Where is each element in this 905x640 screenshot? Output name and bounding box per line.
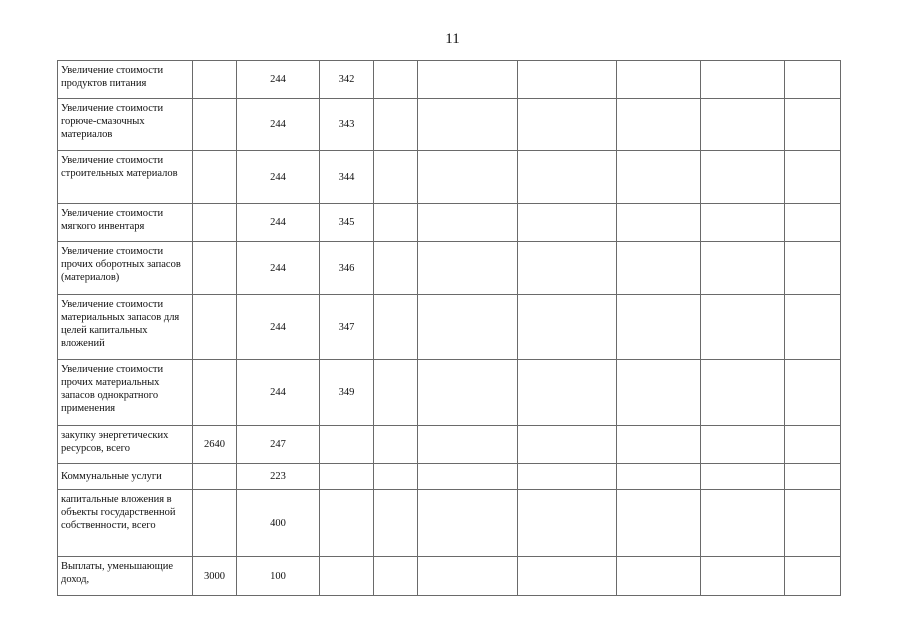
row-code-cell [193, 490, 237, 557]
empty-cell [418, 99, 518, 151]
empty-cell [374, 151, 418, 204]
empty-cell [374, 204, 418, 242]
empty-cell [518, 464, 617, 490]
empty-cell [701, 490, 785, 557]
table-row [58, 295, 841, 360]
row-name-cell: закупку энергетических ресурсов, всего [58, 426, 193, 464]
row-code-cell [193, 464, 237, 490]
row-kosgu-cell [320, 464, 374, 490]
empty-cell [617, 464, 701, 490]
empty-cell [785, 490, 841, 557]
budget-table [57, 60, 841, 596]
row-kosgu-cell: 345 [320, 204, 374, 242]
row-name-cell: Выплаты, уменьшающие доход, [58, 557, 193, 596]
row-code-cell [193, 295, 237, 360]
empty-cell [518, 204, 617, 242]
table-row [58, 464, 841, 490]
empty-cell [701, 464, 785, 490]
empty-cell [518, 557, 617, 596]
empty-cell [418, 426, 518, 464]
empty-cell [617, 490, 701, 557]
row-kvr-cell: 244 [237, 61, 320, 99]
row-name-cell: Увеличение стоимости горюче-смазочных материалов [58, 99, 193, 151]
empty-cell [518, 426, 617, 464]
empty-cell [518, 360, 617, 426]
empty-cell [374, 557, 418, 596]
empty-cell [785, 99, 841, 151]
empty-cell [785, 557, 841, 596]
row-kosgu-cell: 342 [320, 61, 374, 99]
empty-cell [374, 99, 418, 151]
empty-cell [617, 151, 701, 204]
table-row [58, 151, 841, 204]
row-name-cell: Увеличение стоимости мягкого инвентаря [58, 204, 193, 242]
row-name-cell: Увеличение стоимости прочих материальных запасов однократного применения [58, 360, 193, 426]
row-code-cell [193, 360, 237, 426]
row-kosgu-cell [320, 490, 374, 557]
row-kvr-cell: 247 [237, 426, 320, 464]
row-code-cell [193, 204, 237, 242]
empty-cell [785, 426, 841, 464]
empty-cell [374, 360, 418, 426]
row-kosgu-cell: 349 [320, 360, 374, 426]
empty-cell [518, 490, 617, 557]
table-row [58, 557, 841, 596]
row-name-cell: капитальные вложения в объекты государственной собственности, всего [58, 490, 193, 557]
row-kvr-cell: 244 [237, 151, 320, 204]
empty-cell [701, 61, 785, 99]
empty-cell [418, 204, 518, 242]
empty-cell [617, 426, 701, 464]
row-kosgu-cell [320, 426, 374, 464]
row-kosgu-cell: 343 [320, 99, 374, 151]
empty-cell [374, 426, 418, 464]
empty-cell [418, 61, 518, 99]
row-kvr-cell: 244 [237, 204, 320, 242]
row-code-cell: 2640 [193, 426, 237, 464]
row-kvr-cell: 244 [237, 99, 320, 151]
empty-cell [374, 61, 418, 99]
empty-cell [518, 99, 617, 151]
row-kvr-cell: 223 [237, 464, 320, 490]
row-kosgu-cell: 344 [320, 151, 374, 204]
empty-cell [785, 204, 841, 242]
empty-cell [418, 490, 518, 557]
page-number: 11 [445, 31, 460, 47]
row-code-cell: 3000 [193, 557, 237, 596]
table-row [58, 360, 841, 426]
empty-cell [374, 295, 418, 360]
row-code-cell [193, 61, 237, 99]
empty-cell [418, 295, 518, 360]
empty-cell [418, 464, 518, 490]
row-kvr-cell: 244 [237, 295, 320, 360]
empty-cell [518, 61, 617, 99]
empty-cell [785, 61, 841, 99]
empty-cell [701, 242, 785, 295]
empty-cell [785, 295, 841, 360]
row-code-cell [193, 151, 237, 204]
empty-cell [518, 295, 617, 360]
table-row [58, 242, 841, 295]
empty-cell [418, 360, 518, 426]
empty-cell [701, 426, 785, 464]
table-row [58, 99, 841, 151]
empty-cell [418, 151, 518, 204]
empty-cell [701, 99, 785, 151]
empty-cell [418, 557, 518, 596]
row-kvr-cell: 244 [237, 242, 320, 295]
empty-cell [785, 360, 841, 426]
row-code-cell [193, 99, 237, 151]
empty-cell [785, 464, 841, 490]
empty-cell [617, 360, 701, 426]
row-name-cell: Коммунальные услуги [58, 464, 193, 490]
row-kosgu-cell [320, 557, 374, 596]
empty-cell [701, 360, 785, 426]
row-name-cell: Увеличение стоимости строительных материалов [58, 151, 193, 204]
row-code-cell [193, 242, 237, 295]
row-name-cell: Увеличение стоимости материальных запасов для целей капитальных вложений [58, 295, 193, 360]
empty-cell [785, 151, 841, 204]
row-kvr-cell: 400 [237, 490, 320, 557]
table-row [58, 490, 841, 557]
empty-cell [518, 151, 617, 204]
empty-cell [617, 204, 701, 242]
table-row [58, 61, 841, 99]
empty-cell [617, 295, 701, 360]
table-row [58, 204, 841, 242]
row-kosgu-cell: 347 [320, 295, 374, 360]
empty-cell [701, 151, 785, 204]
row-kosgu-cell: 346 [320, 242, 374, 295]
empty-cell [374, 490, 418, 557]
empty-cell [374, 242, 418, 295]
empty-cell [518, 242, 617, 295]
empty-cell [701, 204, 785, 242]
empty-cell [785, 242, 841, 295]
empty-cell [617, 242, 701, 295]
row-kvr-cell: 244 [237, 360, 320, 426]
row-name-cell: Увеличение стоимости прочих оборотных запасов (материалов) [58, 242, 193, 295]
table-row [58, 426, 841, 464]
empty-cell [617, 99, 701, 151]
row-kvr-cell: 100 [237, 557, 320, 596]
empty-cell [701, 557, 785, 596]
empty-cell [617, 557, 701, 596]
row-name-cell: Увеличение стоимости продуктов питания [58, 61, 193, 99]
empty-cell [374, 464, 418, 490]
empty-cell [701, 295, 785, 360]
empty-cell [418, 242, 518, 295]
empty-cell [617, 61, 701, 99]
